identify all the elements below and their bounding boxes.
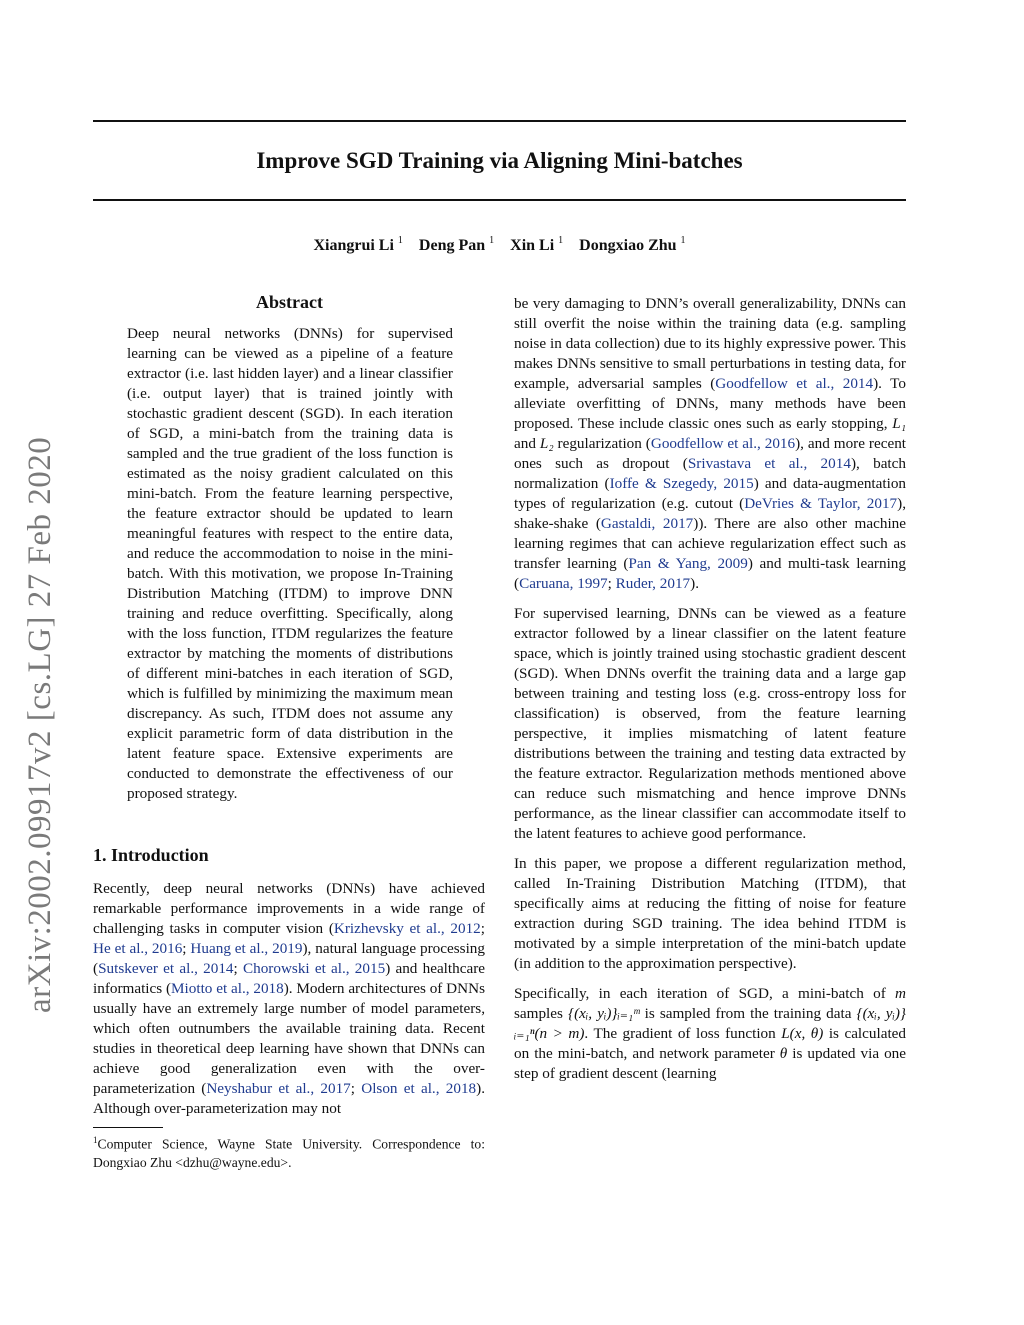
abstract-body xyxy=(127,324,453,804)
abstract-heading: Abstract xyxy=(256,292,323,312)
math-inline: {(xᵢ, yᵢ)}ᵢ₌₁ᵐ xyxy=(568,1005,640,1022)
citation-link[interactable]: Srivastava et al., 2014 xyxy=(687,455,851,472)
citation-link[interactable]: Pan & Yang, 2009 xyxy=(628,555,748,572)
footnote xyxy=(93,1131,485,1172)
right-paragraph: Specifically, in each iteration of SGD, a mini-batch of m samples {(xᵢ, yᵢ)}ᵢ₌₁ᵐ is sampled from the training data {(xᵢ, yᵢ)}ᵢ₌₁ⁿ(n > m). The gradient of loss function L(x, θ) is calculated on the mini-batch, and network parameter θ is updated via one step of gradient descent (learning xyxy=(514,985,906,1082)
author: Dongxiao Zhu $^1$ xyxy=(579,235,686,255)
introduction-heading: 1. Introduction xyxy=(93,845,209,865)
citation-link[interactable]: Gastaldi, 2017 xyxy=(600,515,694,532)
math-inline: L₁ xyxy=(892,415,906,432)
math-inline: m xyxy=(895,985,906,1002)
arxiv-side-stamp: arXiv:2002.09917v2 [cs.LG] 27 Feb 2020 xyxy=(22,436,58,1013)
author: Xiangrui Li $^1$ xyxy=(313,235,403,255)
citation-link[interactable]: Chorowski et al., 2015 xyxy=(242,960,386,977)
citation-link[interactable]: Miotto et al., 2018 xyxy=(171,980,284,997)
author: Deng Pan $^1$ xyxy=(418,235,495,255)
citation-link[interactable]: Olson et al., 2018 xyxy=(361,1080,477,1097)
citation-link[interactable]: Neyshabur et al., 2017 xyxy=(206,1080,351,1097)
citation-link[interactable]: Goodfellow et al., 2014 xyxy=(715,375,874,392)
right-paragraph: be very damaging to DNN’s overall generalizability, DNNs can still overfit the noise within the training data (e.g. sampling noise in data collection) due to its highly expressive power. This makes DNNs sensitive to small perturbations in testing data, for example, adversarial samples (Goodfellow et al., 2014). To alleviate overfitting of DNNs, many methods have been proposed. These include classic ones such as early stopping, L₁ and L₂ regularization (Goodfellow et al., 2016), and more recent ones such as dropout (Srivastava et al., 2014), batch normalization (Ioffe & Szegedy, 2015) and data-augmentation types of regularization (e.g. cutout (DeVries & Taylor, 2017), shake-shake (Gastaldi, 2017)). There are also other machine learning regimes that can achieve regularization effect such as transfer learning (Pan & Yang, 2009) and multi-task learning (Caruana, 1997; Ruder, 2017). xyxy=(514,295,907,592)
footnote-rule xyxy=(93,1127,163,1128)
citation-link[interactable]: He et al., 2016 xyxy=(93,940,183,957)
math-inline: L₂ xyxy=(539,435,554,452)
paper-title: Improve SGD Training via Aligning Mini-batches xyxy=(256,148,743,173)
citation-link[interactable]: DeVries & Taylor, 2017 xyxy=(744,495,898,512)
citation-link[interactable]: Krizhevsky et al., 2012 xyxy=(333,920,481,937)
top-rule xyxy=(93,120,906,122)
intro-paragraph: Recently, deep neural networks (DNNs) have achieved remarkable performance improvements in a wide range of challenging tasks in computer vision (Krizhevsky et al., 2012; He et al., 2016; Huang et al., 2019), natural language processing (Sutskever et al., 2014; Chorowski et al., 2015) and healthcare informatics (Miotto et al., 2018). Modern architectures of DNNs usually have an extremely large number of model parameters, which often outnumbers the available training data. Recent studies in theoretical deep learning have shown that DNNs can achieve good generalization even with the over-parameterization (Neyshabur et al., 2017; Olson et al., 2018). Although over-parameterization may not xyxy=(93,880,485,1117)
right-paragraph: In this paper, we propose a different regularization method, called In-Training Distribution Matching (ITDM), that specifically aims at reducing the fitting of noise for feature extraction during SGD training. The idea behind ITDM is motivated by a simple interpretation of the mini-batch update (in addition to the approximation perspective). xyxy=(514,855,906,972)
footnote-text: Computer Science, Wayne State University. Correspondence to: Dongxiao Zhu <dzhu@wayne.edu>. xyxy=(93,1136,485,1170)
citation-link[interactable]: Huang et al., 2019 xyxy=(190,940,303,957)
right-paragraph: For supervised learning, DNNs can be viewed as a feature extractor followed by a linear classifier on the latent feature space, which is jointly trained using stochastic gradient descent (SGD). When DNNs overfit the training data and a large gap between training and testing loss (e.g. cross-entropy loss for classification) is observed, from the feature learning perspective, it implies mismatching of latent feature distributions between the training and testing data extracted by the feature extractor. Regularization methods mentioned above can reduce such mismatching and hence improve DNNs performance, as the linear classifier can accommodate itself to the latent features to achieve good performance. xyxy=(514,605,906,842)
right-column xyxy=(514,294,906,1084)
author-list xyxy=(93,236,906,255)
abstract-text: Deep neural networks (DNNs) for supervised learning can be viewed as a pipeline of a feature extractor (i.e. last hidden layer) and a linear classifier (i.e. output layer) that is trained jointly with stochastic gradient descent (SGD). In each iteration of SGD, a mini-batch from the training data is sampled and the true gradient of the loss function is estimated as the noisy gradient calculated on this mini-batch. From the feature learning perspective, the feature extractor should be updated to learn meaningful features with respect to the entire data, and reduce the accommodation to noise in the mini-batch. With this motivation, we propose In-Training Distribution Matching (ITDM) to improve DNN training and reduce overfitting. Specifically, along with the loss function, ITDM regularizes the feature extractor by matching the moments of distributions of different mini-batches in each iteration of SGD, which is fulfilled by minimizing the maximum mean discrepancy. As such, ITDM does not assume any explicit parametric form of data distribution in the latent feature space. Extensive experiments are conducted to demonstrate the effectiveness of our proposed strategy. xyxy=(127,325,453,802)
citation-link[interactable]: Goodfellow et al., 2016 xyxy=(650,435,796,452)
footnote-mark: 1 xyxy=(93,1135,98,1145)
citation-link[interactable]: Ruder, 2017 xyxy=(615,575,691,592)
citation-link[interactable]: Caruana, 1997 xyxy=(519,575,608,592)
introduction-body xyxy=(93,879,485,1119)
citation-link[interactable]: Ioffe & Szegedy, 2015 xyxy=(609,475,754,492)
math-inline: L(x, θ) xyxy=(781,1025,824,1042)
math-inline: {(xᵢ, yᵢ)}ᵢ₌₁ⁿ(n > m) xyxy=(514,1005,906,1042)
citation-link[interactable]: Sutskever et al., 2014 xyxy=(98,960,234,977)
math-inline: θ xyxy=(779,1045,788,1062)
author: Xin Li $^1$ xyxy=(510,235,564,255)
title-bottom-rule xyxy=(93,199,906,201)
